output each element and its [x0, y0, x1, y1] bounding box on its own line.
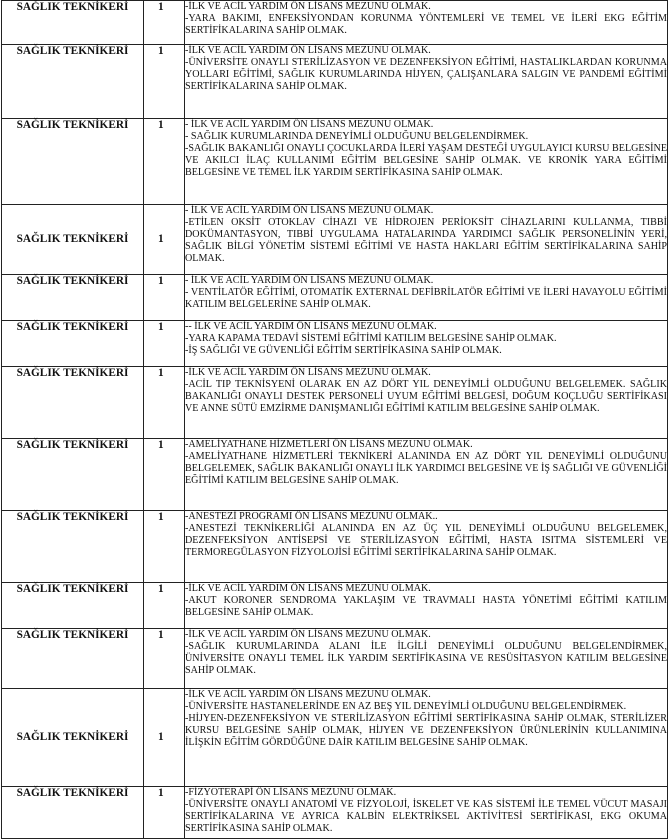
table-row — [2, 205, 668, 275]
requirement-item: -YARA BAKIMI, ENFEKSİYONDAN KORUNMA YÖNTEMLERİ VE TEMEL VE İLERİ EKG EĞİTİM SERTİFİKALARINA SAHİP OLMAK. — [185, 12, 667, 36]
table-row — [2, 629, 668, 689]
requirements-table-body — [2, 1, 668, 839]
requirement-item: - İLK VE ACİL YARDIM ÖN LİSANS MEZUNU OLMAK. — [185, 205, 434, 216]
position-title-cell: SAĞLIK TEKNİKERİ — [2, 205, 144, 275]
requirement-item: -ANESTEZİ TEKNİKERLİĞİ ALANINDA EN AZ ÜÇ YIL DENEYİMLİ OLDUĞUNU BELGELEMEK, DEZENFEKSİYON ANTİSEPSİ VE STERİLİZASYON EĞİTİMİ, HASTA ISITMA SİSTEMLERİ VE TERMOREGÜLASYON FİZYOLOJİSİ EĞİTİMİ SERTİFİKALARINA SAHİP OLMAK. — [185, 522, 667, 558]
position-title-cell: SAĞLIK TEKNİKERİ — [2, 629, 144, 689]
position-title-cell: SAĞLIK TEKNİKERİ — [2, 45, 144, 119]
requirement-item: -SAĞLIK BAKANLIĞI ONAYLI ÇOCUKLARDA İLERİ YAŞAM DESTEĞİ UYGULAYICI KURSU BELGESİNE VE AKILCI İLAÇ KULLANIMI EĞİTİM BELGESİNE SAHİP OLMAK. VE KRONİK YARA EĞİTİMİ BELGESİNE VE TEMEL İLK YARDIM SERTİFİKASINA SAHİP OLMAK. — [185, 142, 667, 178]
requirements-cell — [185, 321, 668, 367]
table-row — [2, 45, 668, 119]
requirements-cell — [185, 629, 668, 689]
requirement-item: -İLK VE ACİL YARDIM ÖN LİSANS MEZUNU OLMAK. — [185, 629, 431, 640]
position-count: 1 — [158, 730, 164, 743]
table-row — [2, 583, 668, 629]
requirement-item: - İLK VE ACİL YARDIM ÖN LİSANS MEZUNU OLMAK. — [185, 119, 434, 130]
table-row — [2, 119, 668, 205]
table-row — [2, 787, 668, 839]
requirement-item: -FİZYOTERAPİ ÖN LİSANS MEZUNU OLMAK. — [185, 787, 397, 798]
position-count: 1 — [158, 119, 164, 131]
table-row — [2, 321, 668, 367]
requirements-cell — [185, 119, 668, 205]
requirement-item: -İŞ SAĞLIĞI VE GÜVENLİĞİ EĞİTİM SERTİFİKASINA SAHİP OLMAK. — [185, 344, 502, 356]
table-row — [2, 367, 668, 439]
requirement-item: -AMELİYATHANE HİZMETLERİ ÖN LİSANS MEZUNU OLMAK. — [185, 439, 473, 450]
requirement-item: -AKUT KORONER SENDROMA YAKLAŞIM VE TRAVMALI HASTA YÖNETİMİ EĞİTİMİ KATILIM BELGESİNE SAHİP OLMAK. — [185, 594, 667, 618]
requirements-cell — [185, 583, 668, 629]
requirement-item: -İLK VE ACİL YARDIM ÖN LİSANS MEZUNU OLMAK. — [185, 367, 431, 378]
position-count-cell — [144, 787, 185, 839]
position-count: 1 — [158, 629, 164, 641]
position-count: 1 — [158, 787, 164, 799]
position-count: 1 — [158, 583, 164, 595]
position-title-cell: SAĞLIK TEKNİKERİ — [2, 275, 144, 321]
requirement-item: -ANESTEZİ PROGRAMI ÖN LİSANS MEZUNU OLMAK.. — [185, 511, 438, 522]
requirement-item: -ETİLEN OKSİT OTOKLAV CİHAZI VE HİDROJEN PERİOKSİT CİHAZLARINI KULLANMA, TIBBİ DOKÜMANTASYON, TIBBİ UYGULAMA HATALARINDA YARDIMCI SAĞLIK PERSONELİNİN YERİ, SAĞLIK BİLGİ YÖNETİM SİSTEMİ EĞİTİMİ VE HASTA HAKLARI EĞİTİM SERTİFİKALARINA SAHİP OLMAK. — [185, 216, 667, 264]
position-count: 1 — [158, 511, 164, 523]
position-count-cell — [144, 1, 185, 45]
position-count: 1 — [158, 275, 164, 287]
requirement-item: -ÜNİVERSİTE HASTANELERİNDE EN AZ BEŞ YIL DENEYİMLİ OLDUĞUNU BELGELENDİRMEK. — [185, 700, 627, 712]
position-count-cell — [144, 689, 185, 787]
requirements-cell — [185, 367, 668, 439]
position-count-cell — [144, 321, 185, 367]
position-title-cell: SAĞLIK TEKNİKERİ — [2, 119, 144, 205]
position-count: 1 — [158, 321, 164, 333]
requirements-cell — [185, 439, 668, 511]
position-count-cell — [144, 45, 185, 119]
table-row — [2, 1, 668, 45]
table-row — [2, 511, 668, 583]
requirement-item: -SAĞLIK KURUMLARINDA ALANI İLE İLGİLİ DENEYİMLİ OLDUĞUNU BELGELENDİRMEK, ÜNİVERSİTE ONAYLI TEMEL İLK YARDIM SERTİFİKASINA VE RESÜSİTASYON KATILIM BELGESİNE SAHİP OLMAK. — [185, 640, 667, 676]
requirements-cell — [185, 787, 668, 839]
position-title-cell: SAĞLIK TEKNİKERİ — [2, 321, 144, 367]
position-title-cell: SAĞLIK TEKNİKERİ — [2, 439, 144, 511]
requirement-item: -İLK VE ACİL YARDIM ÖN LİSANS MEZUNU OLMAK. — [185, 1, 431, 12]
requirement-item: -ÜNİVERSİTE ONAYLI STERİLİZASYON VE DEZENFEKSİYON EĞİTİMİ, HASTALIKLARDAN KORUNMA YOLLARI EĞİTİMİ, SAĞLIK KURUMLARINDA HİJYEN, ÇALIŞANLARA SALGIN VE PANDEMİ EĞİTİMİ SERTİFİKALARINA SAHİP OLMAK. — [185, 56, 667, 92]
table-row — [2, 275, 668, 321]
requirement-item: - İLK VE ACİL YARDIM ÖN LİSANS MEZUNU OLMAK. — [185, 275, 434, 286]
table-row — [2, 689, 668, 787]
position-title-cell: SAĞLIK TEKNİKERİ — [2, 511, 144, 583]
requirements-table — [1, 0, 668, 839]
requirement-item: -ACİL TIP TEKNİSYENİ OLARAK EN AZ DÖRT YIL DENEYİMLİ OLDUĞUNU BELGELEMEK. SAĞLIK BAKANLIĞI ONAYLI DESTEK PERSONELİ UYUM EĞİTİMİ BELGESİ, DOĞUM KOÇLUĞU SERTİFİKASI VE ANNE SÜTÜ EMZİRME DANIŞMANLIĞI EĞİTİMİ KATILIM BELGESİNE SAHİP OLMAK. — [185, 378, 667, 414]
position-count: 1 — [158, 367, 164, 379]
requirement-item: -ÜNİVERSİTE ONAYLI ANATOMİ VE FİZYOLOJİ, İSKELET VE KAS SİSTEMİ İLE TEMEL VÜCUT MASAJI SERTİFİKALARINA VE AYRICA KALBİN ELEKTRİKSEL AKTİVİTESİ SERTİFİKASI, EKG OKUMA SERTİFİKASINA SAHİP OLMAK. — [185, 798, 667, 834]
requirements-cell — [185, 45, 668, 119]
requirement-item: -AMELİYATHANE HİZMETLERİ TEKNİKERİ ALANINDA EN AZ DÖRT YIL DENEYİMLİ OLDUĞUNU BELGELEMEK, SAĞLIK BAKANLIĞI ONAYLI İLK YARDIMCI BELGESİNE VE İŞ SAĞLIĞI VE GÜVENLİĞİ EĞİTİMİ KATILIM BELGESİNE SAHİP OLMAK. — [185, 450, 667, 486]
requirements-cell — [185, 511, 668, 583]
requirement-item: -İLK VE ACİL YARDIM ÖN LİSANS MEZUNU OLMAK. — [185, 583, 431, 594]
position-count: 1 — [158, 45, 164, 57]
requirements-cell — [185, 689, 668, 787]
position-count-cell — [144, 511, 185, 583]
position-count-cell — [144, 439, 185, 511]
requirement-item: -- İLK VE ACİL YARDIM ÖN LİSANS MEZUNU OLMAK. — [185, 321, 437, 332]
position-title-cell: SAĞLIK TEKNİKERİ — [2, 1, 144, 45]
position-count-cell — [144, 629, 185, 689]
requirements-cell — [185, 1, 668, 45]
requirement-item: -YARA KAPAMA TEDAVİ SİSTEMİ EĞİTİMİ KATILIM BELGESİNE SAHİP OLMAK. — [185, 332, 557, 344]
position-title-cell: SAĞLIK TEKNİKERİ — [2, 583, 144, 629]
requirement-item: -HİJYEN-DEZENFEKSİYON VE STERİLİZASYON EĞİTİMİ SERTİFİKASINA SAHİP OLMAK, STERİLİZER KURSU BELGESİNE SAHİP OLMAK, HİJYEN VE DEZENFEKSİYON ÜRÜNLERİNİN KULLANIMINA İLİŞKİN EĞİTİM GÖRDÜĞÜNE DAİR KATILIM BELGESİNE SAHİP OLMAK. — [185, 712, 667, 748]
requirement-item: - VENTİLATÖR EĞİTİMİ, OTOMATİK EXTERNAL DEFİBRİLATÖR EĞİTİMİ VE İLERİ HAVAYOLU EĞİTİMİ KATILIM BELGELERİNE SAHİP OLMAK. — [185, 286, 667, 310]
requirements-cell — [185, 275, 668, 321]
position-count-cell — [144, 205, 185, 275]
position-count: 1 — [158, 1, 164, 13]
requirement-item: - SAĞLIK KURUMLARINDA DENEYİMLİ OLDUĞUNU BELGELENDİRMEK. — [185, 130, 529, 142]
position-title-cell: SAĞLIK TEKNİKERİ — [2, 689, 144, 787]
position-count-cell — [144, 119, 185, 205]
position-count-cell — [144, 583, 185, 629]
requirement-item: -İLK VE ACİL YARDIM ÖN LİSANS MEZUNU OLMAK. — [185, 45, 431, 56]
requirement-item: -İLK VE ACİL YARDIM ÖN LİSANS MEZUNU OLMAK. — [185, 689, 431, 700]
requirements-cell — [185, 205, 668, 275]
table-row — [2, 439, 668, 511]
position-title-cell: SAĞLIK TEKNİKERİ — [2, 367, 144, 439]
position-count: 1 — [158, 439, 164, 451]
position-count-cell — [144, 275, 185, 321]
position-count: 1 — [158, 232, 164, 245]
position-count-cell — [144, 367, 185, 439]
position-title-cell: SAĞLIK TEKNİKERİ — [2, 787, 144, 839]
